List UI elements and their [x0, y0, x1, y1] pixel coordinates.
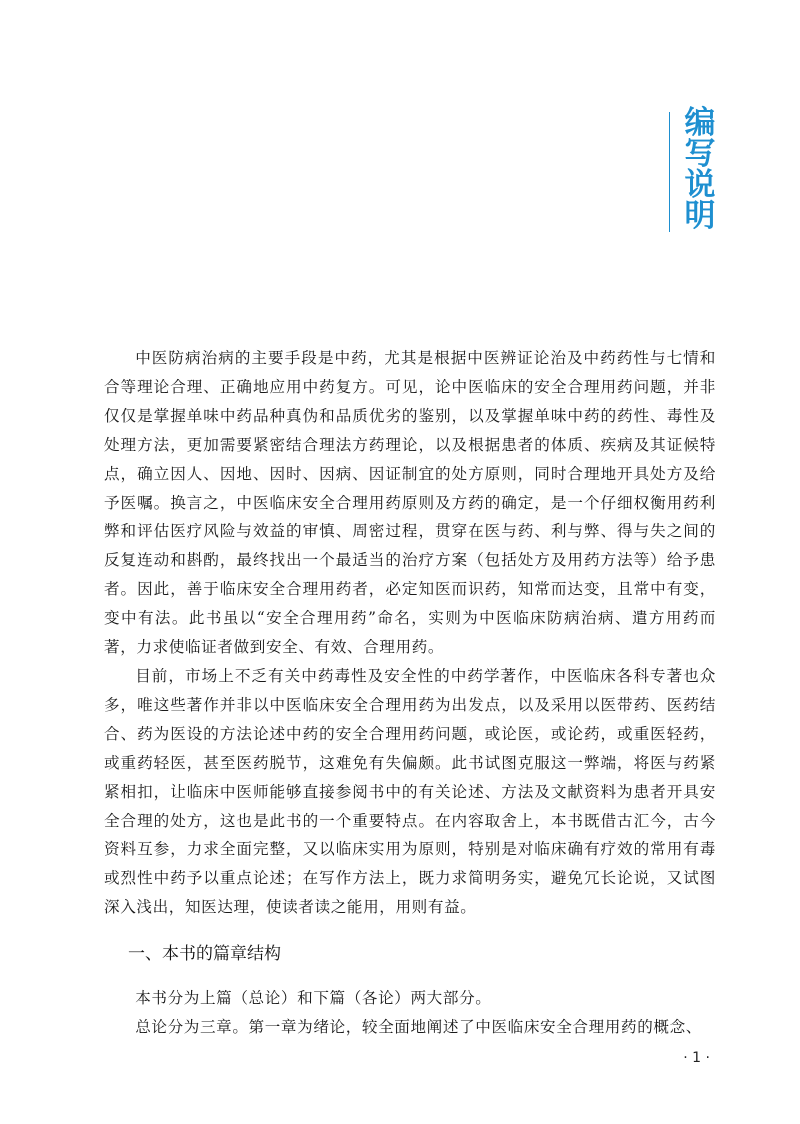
- page-number: · 1 ·: [683, 1050, 710, 1066]
- title-char: 说: [684, 167, 716, 203]
- section-text: [104, 984, 716, 1042]
- paragraph: 本书分为上篇（总论）和下篇（各论）两大部分。: [135, 989, 492, 1007]
- section-heading: 一、本书的篇章结构: [128, 944, 281, 964]
- title-char: 写: [684, 136, 716, 172]
- title-char: 明: [684, 198, 716, 234]
- page-title: [680, 105, 720, 234]
- paragraph: 中医防病治病的主要手段是中药，尤其是根据中医辨证论治及中药药性与七情和合等理论合理、正确地应用中药复方。可见，论中医临床的安全合理用药问题，并非仅仅是掌握单味中药品种真伪和品质优劣的鉴别，以及掌握单味中药的药性、毒性及处理方法，更加需要紧密结合理法方药理论，以及根据患者的体质、疾病及其证候特点，确立因人、因地、因时、因病、因证制宜的处方原则，同时合理地开具处方及给予医嘱。换言之，中医临床安全合理用药原则及方药的确定，是一个仔细权衡用药利弊和评估医疗风险与效益的审慎、周密过程，贯穿在医与药、利与弊、得与失之间的反复连动和斟酌，最终找出一个最适当的治疗方案（包括处方及用药方法等）给予患者。因此，善于临床安全合理用药者，必定知医而识药，知常而达变，且常中有变，变中有法。此书虽以“安全合理用药”命名，实则为中医临床防病治病、遣方用药而著，力求使临证者做到安全、有效、合理用药。: [104, 349, 716, 657]
- body-text: [104, 344, 716, 922]
- paragraph: 目前，市场上不乏有关中药毒性及安全性的中药学著作，中医临床各科专著也众多，唯这些著作并非以中医临床安全合理用药为出发点，以及采用以医带药、医药结合、药为医设的方法论述中药的安全合理用药问题，或论医，或论药，或重医轻药，或重药轻医，甚至医药脱节，这难免有失偏颇。此书试图克服这一弊端，将医与药紧紧相扣，让临床中医师能够直接参阅书中的有关论述、方法及文献资料为患者开具安全合理的处方，这也是此书的一个重要特点。在内容取舍上，本书既借古汇今，古今资料互参，力求全面完整，又以临床实用为原则，特别是对临床确有疗效的常用有毒或烈性中药予以重点论述；在写作方法上，既力求简明务实，避免冗长论说，又试图深入浅出，知医达理，使读者读之能用，用则有益。: [104, 666, 716, 917]
- title-char: 编: [684, 105, 716, 141]
- paragraph: 总论分为三章。第一章为绪论，较全面地阐述了中医临床安全合理用药的概念、: [135, 1017, 702, 1036]
- title-divider: [669, 112, 670, 232]
